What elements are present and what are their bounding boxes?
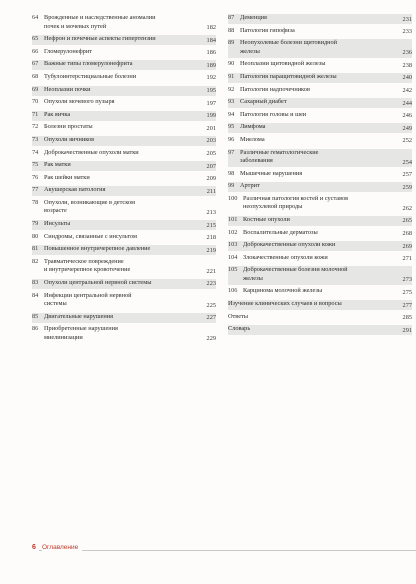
- toc-entry-number: 65: [32, 35, 39, 43]
- toc-entry-title: Опухоли яичников: [44, 135, 95, 143]
- toc-entry-page: 231: [402, 15, 412, 23]
- toc-entry[interactable]: [228, 182, 412, 192]
- toc-entry[interactable]: [228, 241, 412, 251]
- toc-entry[interactable]: [228, 266, 412, 285]
- toc-entry[interactable]: [228, 300, 412, 310]
- toc-entry[interactable]: [228, 73, 412, 83]
- toc-entry-title: Различная патология костей и суставов неопухлевой природы: [243, 194, 349, 211]
- toc-entry-number: 106: [228, 287, 238, 295]
- toc-entry[interactable]: [228, 39, 412, 58]
- toc-entry[interactable]: [228, 98, 412, 108]
- toc-entry-number: 101: [228, 215, 238, 223]
- toc-entry-page: 265: [402, 217, 412, 225]
- toc-entry[interactable]: [32, 86, 216, 96]
- toc-entry-page: 182: [206, 24, 216, 31]
- toc-entry-title: Патология паращитовидной железы: [240, 72, 337, 80]
- toc-entry[interactable]: [32, 258, 216, 277]
- toc-entry[interactable]: [228, 325, 412, 335]
- toc-entry-page: 209: [206, 175, 216, 183]
- toc-entry[interactable]: [32, 35, 216, 45]
- toc-entry-title: Воспалительные дерматозы: [243, 228, 318, 236]
- toc-entry-number: 75: [32, 161, 39, 169]
- toc-entry-title: Рак шейки матки: [44, 173, 90, 181]
- footer-page-number: 6: [32, 544, 39, 551]
- toc-entry-page: 221: [206, 267, 216, 275]
- toc-entry-title: Лимфома: [240, 123, 266, 131]
- toc-entry-number: 92: [228, 85, 235, 93]
- toc-entry-number: 98: [228, 169, 235, 177]
- toc-entry[interactable]: [32, 233, 216, 243]
- toc-entry-title: Тубулоинтерстициальные болезни: [44, 72, 137, 80]
- toc-entry-page: 186: [206, 49, 216, 57]
- toc-entry-title: Миелома: [240, 135, 265, 143]
- toc-entry-title: Злокачественные опухоли кожи: [243, 253, 328, 261]
- toc-entry-page: 291: [402, 326, 412, 334]
- toc-entry-page: 219: [206, 246, 216, 254]
- toc-entry-title: Врожденные и наследственные аномалии почек и мочевых путей: [44, 14, 156, 30]
- toc-entry-title: Гломерулонефрит: [44, 47, 92, 55]
- toc-entry-number: 64: [32, 14, 39, 21]
- toc-entry-page: 205: [206, 150, 216, 157]
- toc-entry-number: 99: [228, 182, 235, 190]
- toc-entry-title: Мышечные нарушения: [240, 169, 303, 177]
- toc-entry[interactable]: [228, 111, 412, 121]
- toc-entry-page: 236: [402, 49, 412, 57]
- toc-entry-title: Деменция: [240, 14, 267, 21]
- toc-entry-number: 76: [32, 173, 39, 181]
- toc-entry-page: 259: [402, 183, 412, 191]
- toc-entry-page: 184: [206, 36, 216, 44]
- toc-entry-title: Словарь: [228, 325, 251, 333]
- toc-entry[interactable]: [32, 199, 216, 218]
- toc-entry[interactable]: [32, 73, 216, 83]
- toc-entry[interactable]: [32, 123, 216, 133]
- toc-entry-title: Рак яичка: [44, 110, 71, 118]
- footer-rule: [32, 550, 416, 551]
- toc-entry-title: Повышенное внутричерепное давление: [44, 245, 151, 253]
- toc-entry[interactable]: [32, 48, 216, 58]
- toc-entry-page: 215: [206, 221, 216, 229]
- toc-entry-title: Карцинома молочной железы: [243, 287, 323, 295]
- toc-entry-number: 67: [32, 60, 39, 68]
- toc-entry-page: 257: [402, 171, 412, 179]
- toc-entry-title: Травматическое повреждение и внутричерепное кровотечение: [44, 257, 131, 274]
- toc-entry-page: 197: [206, 99, 216, 107]
- toc-entry[interactable]: [32, 220, 216, 230]
- toc-entry-page: 273: [402, 276, 412, 284]
- toc-entry-page: 218: [206, 234, 216, 242]
- toc-entry-number: 71: [32, 110, 39, 118]
- toc-entry-title: Инсульты: [44, 220, 71, 227]
- toc-entry-number: 93: [228, 98, 235, 106]
- toc-entry-title: Опухоли, возникающие в детском возрасте: [44, 198, 135, 215]
- toc-entry-page: 277: [402, 301, 412, 309]
- toc-entry-number: 85: [32, 312, 39, 320]
- page-footer: [0, 542, 416, 558]
- toc-entry[interactable]: [32, 111, 216, 121]
- toc-entry[interactable]: [32, 325, 216, 344]
- toc-entry-title: Опухоли центральной нервной системы: [44, 278, 152, 286]
- toc-entry[interactable]: [228, 86, 412, 96]
- toc-entry[interactable]: [228, 60, 412, 70]
- toc-entry-number: 84: [32, 291, 39, 299]
- toc-entry-number: 83: [32, 278, 39, 286]
- toc-entry-number: 105: [228, 266, 238, 274]
- toc-entry-number: 73: [32, 135, 39, 143]
- toc-entry-title: Патология гипофиза: [240, 26, 295, 34]
- toc-entry-number: 94: [228, 110, 235, 118]
- toc-entry-number: 103: [228, 241, 238, 249]
- toc-entry-page: 285: [402, 314, 412, 322]
- toc-entry-page: 249: [402, 124, 412, 132]
- toc-entry-page: 238: [402, 61, 412, 69]
- toc-entry-title: Неоплазии почки: [44, 85, 91, 93]
- toc-entry-number: 70: [32, 98, 39, 106]
- toc-entry[interactable]: [228, 123, 412, 133]
- toc-entry-number: 66: [32, 47, 39, 55]
- toc-entry-page: 201: [206, 124, 216, 132]
- toc-entry-page: 244: [402, 99, 412, 107]
- toc-entry-title: Патология надпочечников: [240, 85, 310, 93]
- toc-entry[interactable]: [32, 98, 216, 108]
- toc-entry[interactable]: [32, 161, 216, 171]
- toc-entry-number: 80: [32, 232, 39, 240]
- toc-entry-title: Болезни простаты: [44, 123, 93, 131]
- toc-entry[interactable]: [32, 245, 216, 255]
- toc-entry[interactable]: [228, 14, 412, 24]
- toc-entry-number: 77: [32, 186, 39, 194]
- toc-entry[interactable]: [228, 170, 412, 180]
- toc-entry-number: 86: [32, 325, 39, 333]
- toc-entry[interactable]: [228, 254, 412, 264]
- toc-entry[interactable]: [32, 313, 216, 323]
- toc-entry-page: 203: [206, 137, 216, 145]
- toc-entry[interactable]: [228, 149, 412, 168]
- toc-entry-title: Костные опухоли: [243, 215, 290, 223]
- toc-entry-number: 68: [32, 72, 39, 80]
- toc-entry-title: Сахарный диабет: [240, 98, 287, 106]
- toc-entry-page: 240: [402, 74, 412, 82]
- toc-entry-number: 72: [32, 123, 39, 131]
- toc-entry-title: Ответы: [228, 312, 249, 320]
- toc-entry-page: 199: [206, 112, 216, 120]
- toc-entry-number: 79: [32, 220, 39, 227]
- footer-section-label: Оглавление: [42, 544, 82, 551]
- toc-entry-page: 252: [402, 137, 412, 145]
- toc-entry-number: 100: [228, 194, 238, 202]
- toc-entry[interactable]: [228, 136, 412, 146]
- toc-entry-page: 225: [206, 301, 216, 309]
- toc-entry-page: 189: [206, 61, 216, 69]
- toc-entry-title: Акушерская патология: [44, 186, 106, 194]
- toc-entry-number: 74: [32, 148, 39, 156]
- toc-entry-title: Артрит: [240, 182, 260, 190]
- toc-entry-number: 96: [228, 135, 235, 143]
- toc-entry-number: 69: [32, 85, 39, 93]
- toc-entry[interactable]: [228, 229, 412, 239]
- toc-entry-number: 104: [228, 253, 238, 261]
- toc-entry-page: 269: [402, 242, 412, 250]
- toc-entry-title: Опухоли мочевого пузыря: [44, 98, 115, 106]
- toc-entry-title: Двигательные нарушения: [44, 312, 114, 320]
- toc-entry[interactable]: [32, 186, 216, 196]
- toc-entry-title: Синдромы, связанные с инсультом: [44, 232, 138, 240]
- toc-entry-number: 89: [228, 39, 235, 47]
- toc-entry[interactable]: [228, 27, 412, 37]
- toc-entry-title: Неоплазии щитовидной железы: [240, 60, 326, 68]
- toc-entry-title: Важные типы гломерулонефрита: [44, 60, 133, 68]
- toc-entry[interactable]: [32, 149, 216, 159]
- toc-entry-page: 246: [402, 112, 412, 120]
- toc-entry-page: 227: [206, 314, 216, 322]
- toc-entry-title: Доброкачественные болезни молочной железы: [243, 266, 348, 282]
- toc-entry-page: 223: [206, 280, 216, 288]
- toc-entry-page: 262: [402, 204, 412, 212]
- toc-entry-number: 97: [228, 148, 235, 156]
- toc-entry-title: Доброкачественные опухоли кожи: [243, 241, 336, 249]
- toc-entry[interactable]: [228, 313, 412, 323]
- toc-entry[interactable]: [32, 136, 216, 146]
- toc-entry-title: Различные гематологические заболевания: [240, 148, 319, 164]
- toc-entry-title: Инфекции центральной нервной системы: [44, 291, 132, 307]
- toc-entry-number: 87: [228, 14, 235, 21]
- toc-entry-title: Приобретенные нарушения миелинизации: [44, 325, 118, 341]
- toc-entry[interactable]: [32, 292, 216, 311]
- toc-entry-title: Патология головы и шеи: [240, 110, 307, 118]
- toc-entry-page: 207: [206, 162, 216, 170]
- toc-entry[interactable]: [228, 287, 412, 297]
- toc-entry-page: 229: [206, 335, 216, 343]
- toc-entry-number: 88: [228, 26, 235, 34]
- toc-entry-page: 195: [206, 87, 216, 94]
- toc-entry-page: 242: [402, 87, 412, 94]
- toc-entry[interactable]: [228, 195, 412, 214]
- toc-entry-page: 233: [402, 28, 412, 36]
- toc-entry[interactable]: [228, 216, 412, 226]
- toc-entry-number: 102: [228, 228, 238, 236]
- toc-entry-title: Неопухолевые болезни щитовидной железы: [240, 39, 338, 55]
- toc-entry-page: 275: [402, 288, 412, 296]
- toc-entry-number: 78: [32, 198, 39, 206]
- toc-entry[interactable]: [32, 174, 216, 184]
- toc-entry-number: 91: [228, 72, 235, 80]
- toc-entry-number: 95: [228, 123, 235, 131]
- toc-entry-title: Нефрон и почечные аспекты гипертензии: [44, 35, 156, 43]
- toc-entry-page: 254: [402, 158, 412, 166]
- toc-entry[interactable]: [32, 60, 216, 70]
- toc-entry-page: 213: [206, 208, 216, 216]
- toc-entry-page: 192: [206, 74, 216, 82]
- toc-entry[interactable]: [32, 14, 216, 33]
- toc-entry-page: 211: [206, 187, 216, 195]
- toc-entry-title: Рак матки: [44, 161, 71, 169]
- toc-entry-number: 81: [32, 245, 39, 253]
- toc-entry-page: 268: [402, 230, 412, 237]
- toc-entry-number: 82: [32, 257, 39, 265]
- toc-entry-page: 271: [402, 255, 412, 263]
- toc-entry[interactable]: [32, 279, 216, 289]
- toc-entry-title: Изучение клинических случаев и вопросы: [228, 300, 342, 307]
- toc-entry-number: 90: [228, 60, 235, 68]
- toc-entry-title: Доброкачественные опухоли матки: [44, 148, 139, 156]
